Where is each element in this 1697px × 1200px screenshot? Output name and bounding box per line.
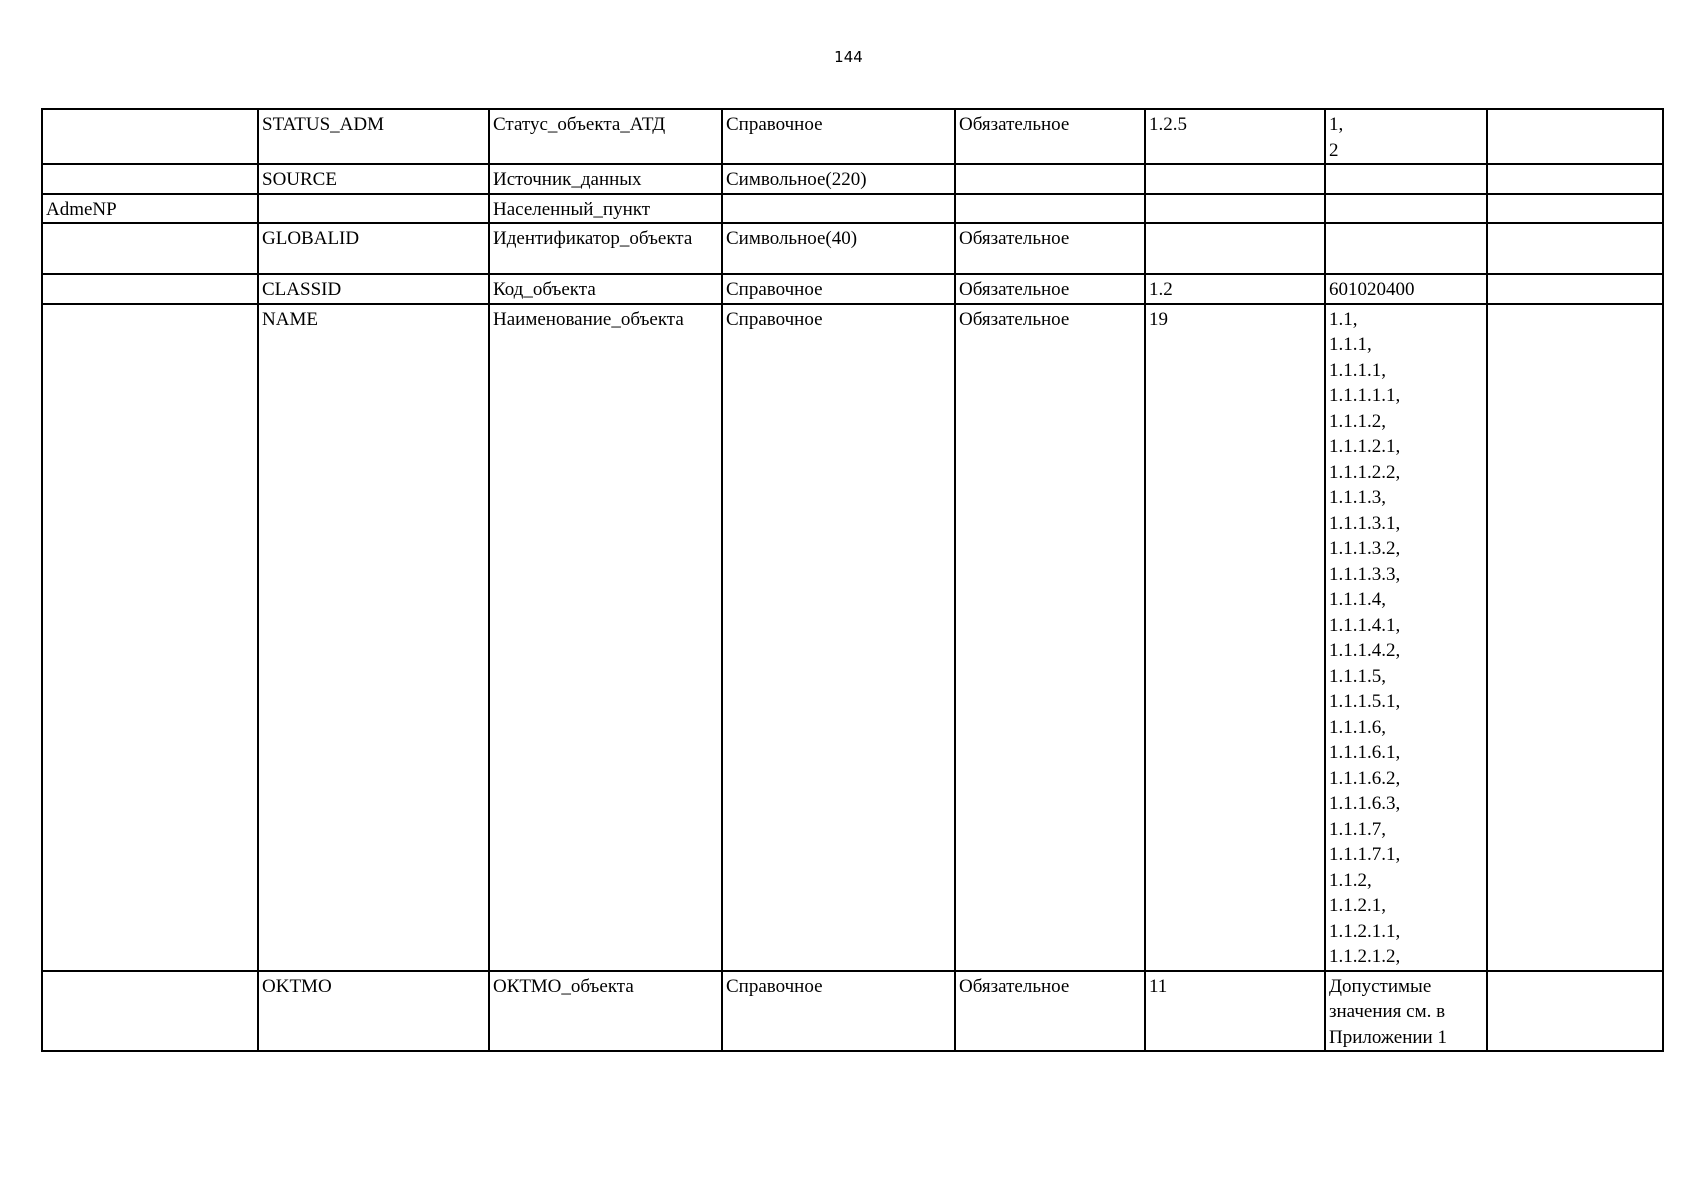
value-line: 1.1.1.2.1, — [1329, 436, 1401, 457]
field-type-cell: Справочное — [722, 109, 955, 164]
field-alias-cell: Код_объекта — [489, 274, 722, 304]
value-line: 1.1.1.7, — [1329, 818, 1386, 840]
code-cell — [1145, 223, 1325, 274]
table-row — [42, 304, 1663, 971]
class-cell — [42, 274, 258, 304]
class-cell — [42, 304, 258, 971]
values-cell — [1325, 223, 1487, 274]
values-cell — [1325, 971, 1487, 1052]
class-cell — [42, 971, 258, 1052]
code-cell: 11 — [1145, 971, 1325, 1052]
value-line: 1.1.1.6, — [1329, 716, 1386, 738]
table-row — [42, 223, 1663, 274]
value-line: Допустимые — [1329, 975, 1432, 997]
required-cell: Обязательное — [955, 971, 1145, 1052]
class-cell — [42, 109, 258, 164]
note-cell — [1487, 971, 1663, 1052]
value-line: 1.1.1.3.2, — [1329, 538, 1401, 559]
values-cell — [1325, 304, 1487, 971]
values-cell — [1325, 109, 1487, 164]
required-cell: Обязательное — [955, 109, 1145, 164]
table-row — [42, 194, 1663, 224]
field-name-cell: OKTMO — [258, 971, 489, 1052]
required-cell — [955, 164, 1145, 194]
value-line: 1.1.1.5, — [1329, 665, 1386, 687]
value-line: 1.1.1.3.1, — [1329, 512, 1401, 534]
value-line: 1.1.1.5.1, — [1329, 691, 1401, 712]
field-type-cell: Справочное — [722, 304, 955, 971]
values-cell — [1325, 194, 1487, 224]
note-cell — [1487, 164, 1663, 194]
field-name-cell: GLOBALID — [258, 223, 489, 274]
note-cell — [1487, 109, 1663, 164]
value-line: 1.1.1.4.1, — [1329, 614, 1401, 636]
field-type-cell: Справочное — [722, 971, 955, 1052]
value-line: 1, — [1329, 114, 1344, 135]
value-line: 1.1.1.6.2, — [1329, 767, 1401, 789]
attribute-table — [41, 108, 1664, 1052]
value-line: 1.1.1.3.3, — [1329, 563, 1401, 585]
value-line: значения см. в — [1329, 1001, 1446, 1022]
field-alias-cell: Статус_объекта_АТД — [489, 109, 722, 164]
field-name-cell: SOURCE — [258, 164, 489, 194]
value-line: 1.1.1.1.1, — [1329, 385, 1401, 406]
value-line: 1.1.2, — [1329, 869, 1372, 891]
required-cell: Обязательное — [955, 304, 1145, 971]
code-cell — [1145, 194, 1325, 224]
table-row — [42, 109, 1663, 164]
class-cell — [42, 164, 258, 194]
table-body — [42, 109, 1663, 1051]
field-name-cell — [258, 194, 489, 224]
field-alias-cell: Идентификатор_объекта — [489, 223, 722, 274]
value-line: 1.1.2.1.1, — [1329, 920, 1401, 942]
field-name-cell: CLASSID — [258, 274, 489, 304]
value-line: 601020400 — [1329, 279, 1415, 300]
value-line: 1.1.2.1.2, — [1329, 946, 1401, 967]
field-alias-cell: Наименование_объекта — [489, 304, 722, 971]
value-line: 1.1.1.6.3, — [1329, 793, 1401, 814]
code-cell — [1145, 164, 1325, 194]
value-line: Приложении 1 — [1329, 1026, 1447, 1048]
field-type-cell — [722, 194, 955, 224]
required-cell: Обязательное — [955, 274, 1145, 304]
note-cell — [1487, 194, 1663, 224]
page-number: 144 — [834, 48, 863, 66]
value-line: 1.1.1.4, — [1329, 589, 1386, 610]
value-line: 1.1.1.3, — [1329, 487, 1386, 508]
value-line: 1.1.1.6.1, — [1329, 742, 1401, 763]
value-line: 1.1.1.4.2, — [1329, 640, 1401, 661]
table-row — [42, 164, 1663, 194]
field-name-cell: NAME — [258, 304, 489, 971]
value-line: 1.1.2.1, — [1329, 895, 1386, 916]
required-cell: Обязательное — [955, 223, 1145, 274]
field-type-cell: Справочное — [722, 274, 955, 304]
value-line: 1.1, — [1329, 308, 1358, 330]
field-type-cell: Символьное(220) — [722, 164, 955, 194]
required-cell — [955, 194, 1145, 224]
value-line: 1.1.1.2.2, — [1329, 461, 1401, 483]
values-cell — [1325, 164, 1487, 194]
code-cell: 19 — [1145, 304, 1325, 971]
note-cell — [1487, 304, 1663, 971]
value-line: 1.1.1, — [1329, 334, 1372, 355]
note-cell — [1487, 274, 1663, 304]
class-cell — [42, 223, 258, 274]
field-alias-cell: ОКТМО_объекта — [489, 971, 722, 1052]
table-row — [42, 971, 1663, 1052]
field-name-cell: STATUS_ADM — [258, 109, 489, 164]
field-alias-cell: Населенный_пункт — [489, 194, 722, 224]
field-type-cell: Символьное(40) — [722, 223, 955, 274]
code-cell: 1.2 — [1145, 274, 1325, 304]
field-alias-cell: Источник_данных — [489, 164, 722, 194]
value-line: 2 — [1329, 139, 1339, 161]
note-cell — [1487, 223, 1663, 274]
value-line: 1.1.1.2, — [1329, 410, 1386, 432]
value-line: 1.1.1.1, — [1329, 359, 1386, 381]
class-cell: AdmeNP — [42, 194, 258, 224]
code-cell: 1.2.5 — [1145, 109, 1325, 164]
value-line: 1.1.1.7.1, — [1329, 844, 1401, 865]
table-row — [42, 274, 1663, 304]
values-cell — [1325, 274, 1487, 304]
